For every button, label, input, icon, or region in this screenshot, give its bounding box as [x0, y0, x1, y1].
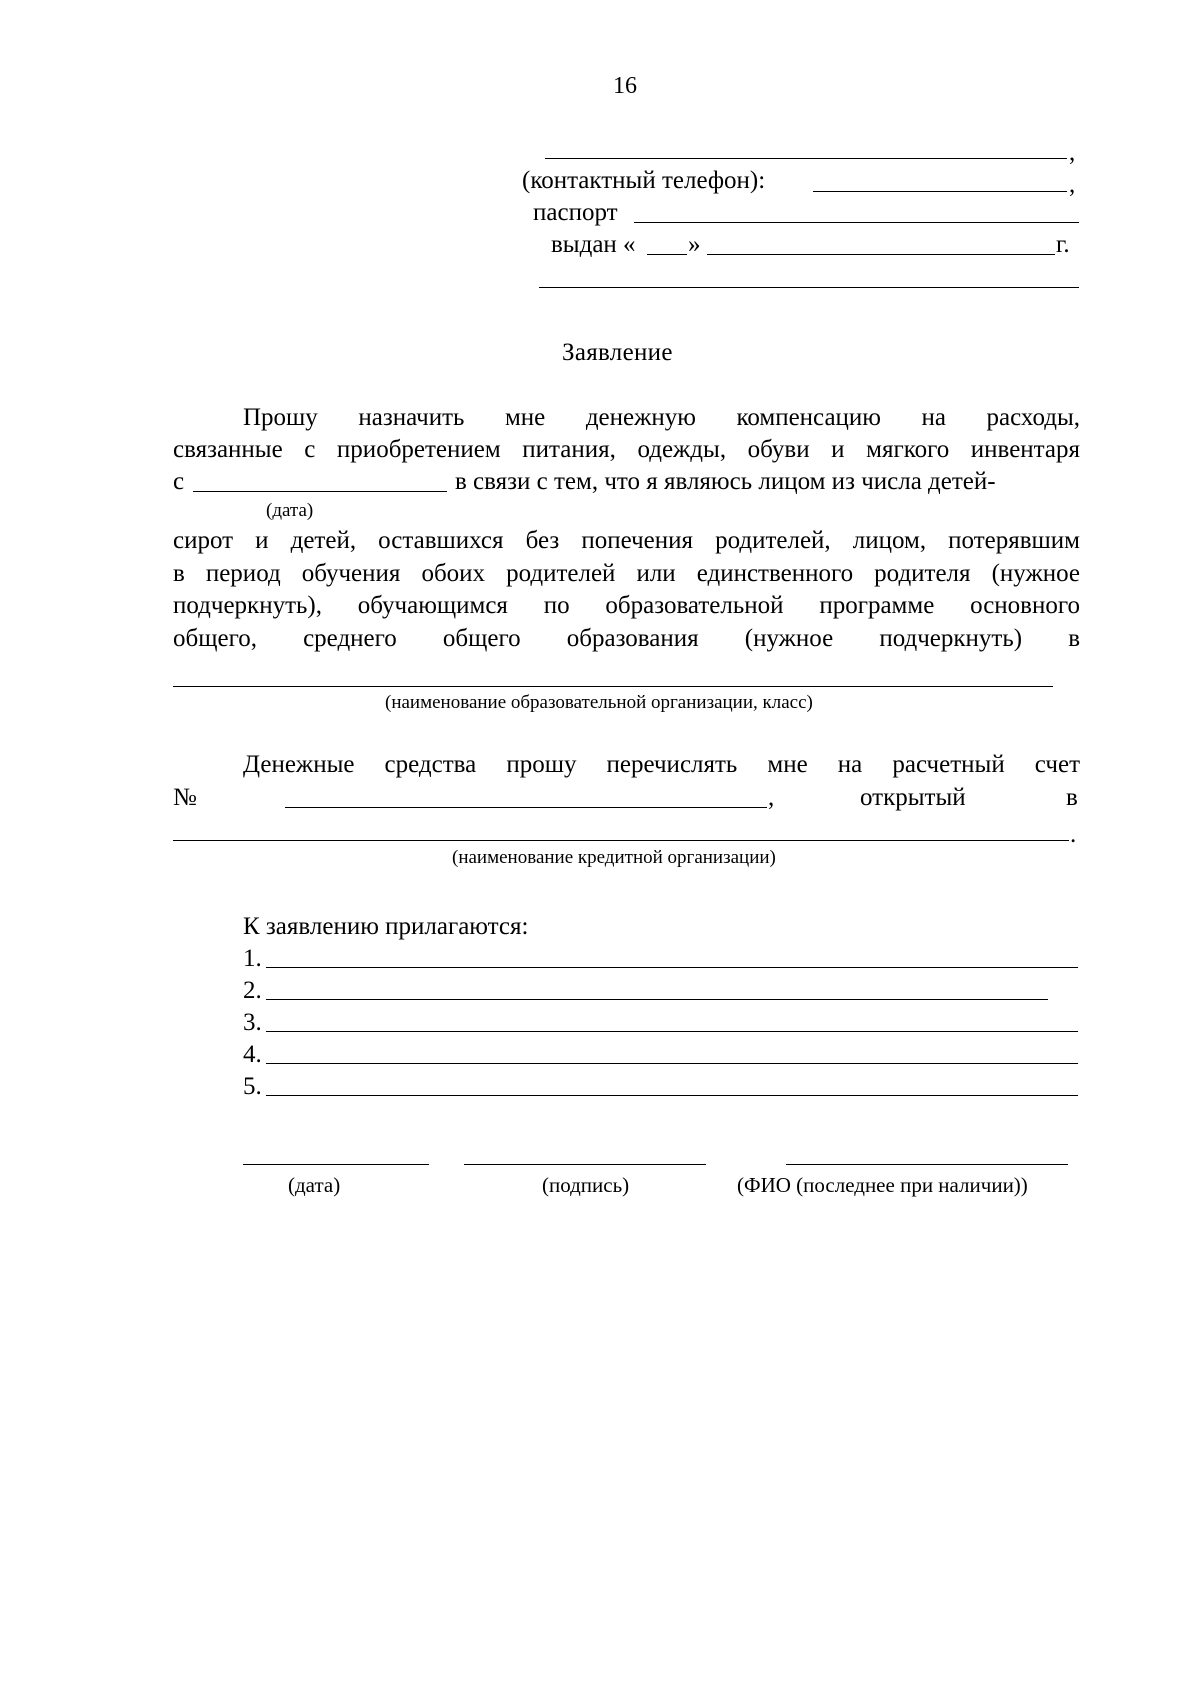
issued-by-line[interactable]: [539, 287, 1079, 288]
attachment-5-field[interactable]: [266, 1095, 1078, 1096]
number-sign: №: [173, 784, 197, 811]
credit-org-period: .: [1070, 821, 1077, 848]
body-line-1: Прошу назначить мне денежную компенсацию на расходы,: [243, 404, 1080, 431]
attachment-4-field[interactable]: [266, 1063, 1078, 1064]
attachment-1-field[interactable]: [266, 967, 1078, 968]
body-line-2: связанные с приобретением питания, одежды, обуви и мягкого инвентаря: [173, 436, 1080, 463]
attachment-3-number: 3.: [243, 1009, 262, 1036]
phone-comma: ,: [1069, 171, 1076, 198]
body-line-7: общего, среднего общего образования (нужное подчеркнуть) в: [173, 625, 1080, 652]
body-line-5: в период обучения обоих родителей или единственного родителя (нужное: [173, 560, 1080, 587]
issued-mid: »: [688, 231, 701, 258]
attachment-5-number: 5.: [243, 1073, 262, 1100]
attachment-2-number: 2.: [243, 977, 262, 1004]
signature-caption: (подпись): [542, 1173, 630, 1197]
bank-line-1: Денежные средства прошу перечислять мне на расчетный счет: [243, 751, 1080, 778]
issued-day-field[interactable]: [647, 254, 687, 255]
opened-label: открытый: [860, 784, 966, 811]
attachments-heading: К заявлению прилагаются:: [243, 913, 529, 940]
applicant-name-line[interactable]: [545, 158, 1067, 159]
signature-field[interactable]: [464, 1164, 706, 1165]
attachment-1-number: 1.: [243, 945, 262, 972]
attachment-4-number: 4.: [243, 1041, 262, 1068]
phone-field[interactable]: [813, 191, 1067, 192]
body-line-3-suffix: в связи с тем, что я являюсь лицом из числа детей-: [455, 468, 996, 495]
attachment-2-field[interactable]: [266, 999, 1048, 1000]
signature-name-field[interactable]: [786, 1164, 1068, 1165]
compensation-date-field[interactable]: [193, 491, 447, 492]
phone-label: (контактный телефон):: [522, 167, 766, 194]
in-label: в: [1066, 784, 1078, 811]
signature-name-caption: (ФИО (последнее при наличии)): [737, 1173, 1028, 1197]
issued-date-field[interactable]: [707, 254, 1055, 255]
signature-date-field[interactable]: [243, 1164, 429, 1165]
body-line-3-prefix: с: [173, 468, 185, 495]
page-number: 16: [613, 73, 637, 99]
issued-year-suffix: г.: [1056, 231, 1070, 258]
document-title: Заявление: [562, 339, 673, 366]
passport-field[interactable]: [634, 222, 1079, 223]
applicant-name-comma: ,: [1069, 139, 1076, 166]
educational-org-field[interactable]: [173, 686, 1053, 687]
issued-prefix: выдан «: [551, 231, 636, 258]
credit-org-field[interactable]: [173, 840, 1069, 841]
signature-date-caption: (дата): [288, 1173, 341, 1197]
account-comma: ,: [768, 784, 775, 811]
educational-org-caption: (наименование образовательной организации, класс): [385, 692, 813, 713]
body-line-4: сирот и детей, оставшихся без попечения родителей, лицом, потерявшим: [173, 527, 1080, 554]
date-caption: (дата): [266, 500, 314, 521]
passport-label: паспорт: [533, 199, 618, 226]
credit-org-caption: (наименование кредитной организации): [452, 847, 776, 868]
body-line-6: подчеркнуть), обучающимся по образовательной программе основного: [173, 592, 1080, 619]
account-number-field[interactable]: [285, 807, 767, 808]
attachment-3-field[interactable]: [266, 1031, 1078, 1032]
